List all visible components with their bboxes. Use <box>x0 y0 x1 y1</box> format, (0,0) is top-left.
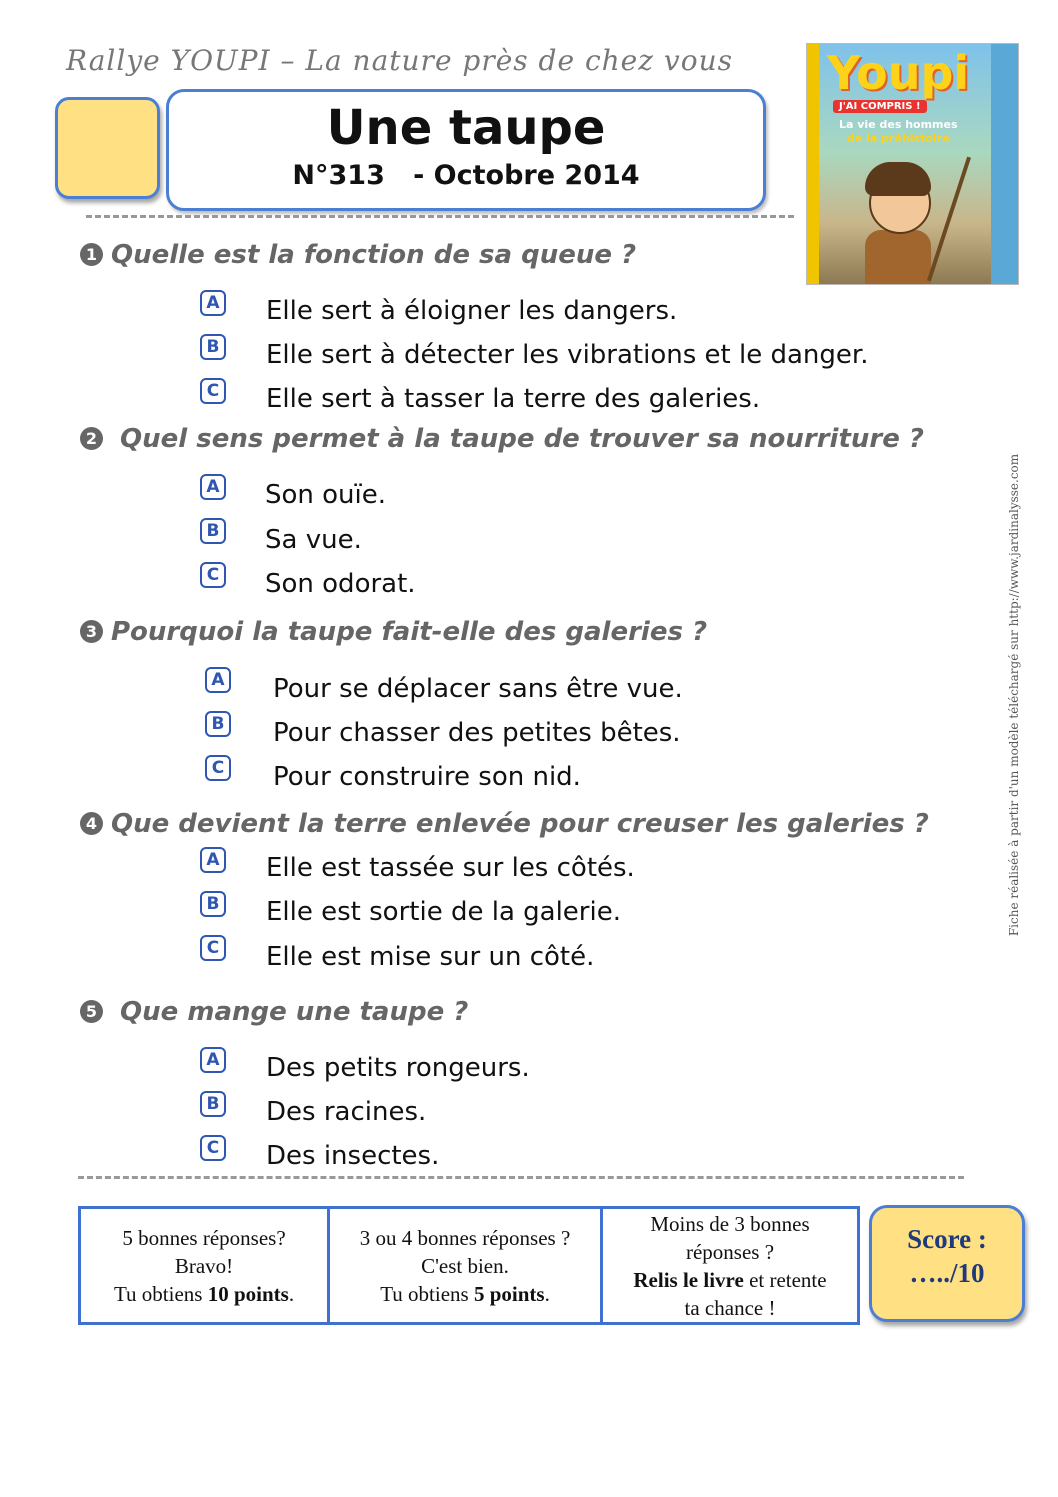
option-text: Des petits rongeurs. <box>266 1053 530 1083</box>
cell-line <box>380 1280 550 1308</box>
option-text: Des insectes. <box>266 1141 440 1171</box>
question-number: 3 <box>80 620 103 643</box>
question-text: Pourquoi la taupe fait-elle des galeries ? <box>111 617 708 647</box>
cover-boy-hair <box>865 162 931 196</box>
option-text: Pour construire son nid. <box>273 762 581 792</box>
cell-line <box>114 1280 294 1308</box>
option-text: Elle sert à détecter les vibrations et le danger. <box>266 340 869 370</box>
points-value: 10 points <box>207 1281 289 1306</box>
cover-headline-1: La vie des hommes <box>839 118 958 131</box>
question-1 <box>80 240 636 270</box>
cell-line <box>633 1266 826 1294</box>
cover-logo: Youpi <box>827 46 970 100</box>
option-text: Pour chasser des petites bêtes. <box>273 718 681 748</box>
cover-badge: J'AI COMPRIS ! <box>833 100 927 113</box>
source-note-text: Fiche réalisée à partir d'un modèle téléchargé sur http://www.jardinalysse.com <box>1007 453 1021 937</box>
option-a-badge[interactable]: A <box>200 474 226 500</box>
question-number: 4 <box>80 812 103 835</box>
score-label: Score : <box>907 1224 987 1254</box>
option-c-badge[interactable]: C <box>200 935 226 961</box>
question-number: 5 <box>80 1000 103 1023</box>
question-number: 2 <box>80 427 103 450</box>
issue-label: N°313 - Octobre 2014 <box>292 160 640 191</box>
cover-spine <box>807 44 819 284</box>
cover-headline-2: de la préhistoire <box>847 132 950 145</box>
bottom-divider <box>78 1176 964 1179</box>
cover-side-strip <box>991 44 1018 284</box>
option-c-badge[interactable]: C <box>200 1135 226 1161</box>
option-a-badge[interactable]: A <box>200 847 226 873</box>
option-a-badge[interactable]: A <box>200 1047 226 1073</box>
option-text: Elle est sortie de la galerie. <box>266 897 621 927</box>
score-value: …../10 <box>909 1258 985 1288</box>
cell-text: Tu obtiens <box>113 1281 208 1306</box>
option-b-badge[interactable]: B <box>200 891 226 917</box>
cell-line: Bravo! <box>174 1253 234 1278</box>
option-text: Son odorat. <box>265 569 416 599</box>
cover-spear <box>927 157 971 282</box>
option-text: Des racines. <box>266 1097 427 1127</box>
cell-line: 5 bonnes réponses? <box>122 1225 286 1250</box>
option-text: Elle est tassée sur les côtés. <box>266 853 635 883</box>
option-text: Son ouïe. <box>265 480 387 510</box>
score-cell-5 <box>330 1209 603 1322</box>
option-a-badge[interactable]: A <box>200 290 226 316</box>
page-title: Une taupe <box>326 100 606 156</box>
option-text: Elle sert à tasser la terre des galeries. <box>266 384 761 414</box>
answer-box <box>55 97 160 199</box>
option-b-badge[interactable]: B <box>200 1091 226 1117</box>
cell-line: ta chance ! <box>684 1295 776 1320</box>
option-b-badge[interactable]: B <box>205 711 231 737</box>
cell-line: C'est bien. <box>421 1253 509 1278</box>
title-box <box>166 89 766 211</box>
option-text: Elle est mise sur un côté. <box>266 942 595 972</box>
option-c-badge[interactable]: C <box>200 378 226 404</box>
question-text: Quelle est la fonction de sa queue ? <box>111 240 637 270</box>
question-number: 1 <box>80 243 103 266</box>
option-b-badge[interactable]: B <box>200 334 226 360</box>
cell-text: et retente <box>743 1267 827 1292</box>
source-note <box>1003 440 1025 950</box>
question-2 <box>80 424 924 454</box>
cell-line: Moins de 3 bonnes <box>650 1211 810 1236</box>
rallye-heading: Rallye YOUPI – La nature près de chez vous <box>66 44 733 77</box>
option-a-badge[interactable]: A <box>205 667 231 693</box>
option-text: Elle sert à éloigner les dangers. <box>266 296 678 326</box>
option-text: Pour se déplacer sans être vue. <box>273 674 683 704</box>
question-text: Que mange une taupe ? <box>111 997 469 1027</box>
cell-text: Tu obtiens <box>380 1281 474 1306</box>
points-value: 5 points <box>473 1281 545 1306</box>
magazine-cover <box>806 43 1019 285</box>
question-3 <box>80 617 707 647</box>
score-cell-10 <box>81 1209 330 1322</box>
scoring-table <box>78 1206 860 1325</box>
cell-line: réponses ? <box>685 1239 775 1264</box>
question-text: Que devient la terre enlevée pour creuser les galeries ? <box>111 809 929 839</box>
score-cell-retry <box>603 1209 857 1322</box>
question-5 <box>80 997 468 1027</box>
cell-text: . <box>544 1281 550 1306</box>
option-c-badge[interactable]: C <box>205 755 231 781</box>
option-c-badge[interactable]: C <box>200 562 226 588</box>
cell-text: . <box>288 1281 295 1306</box>
question-4 <box>80 809 929 839</box>
option-text: Sa vue. <box>265 525 362 555</box>
option-b-badge[interactable]: B <box>200 518 226 544</box>
top-divider <box>86 215 794 218</box>
cell-line: 3 ou 4 bonnes réponses ? <box>359 1225 571 1250</box>
retry-emphasis: Relis le livre <box>633 1267 744 1292</box>
question-text: Quel sens permet à la taupe de trouver sa nourriture ? <box>111 424 924 454</box>
score-box[interactable] <box>869 1205 1025 1322</box>
cover-boy-body <box>865 230 931 285</box>
